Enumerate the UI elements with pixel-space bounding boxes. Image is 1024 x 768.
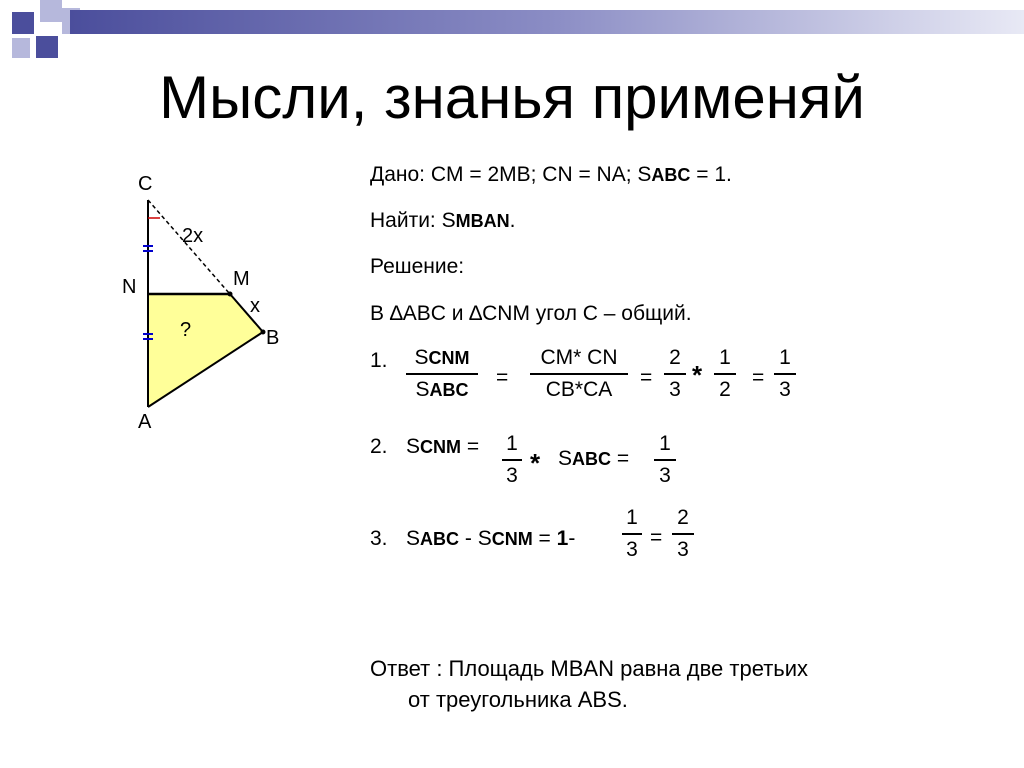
step2-eq2: = bbox=[611, 447, 630, 470]
step3-f2 bbox=[672, 504, 694, 564]
step2-f1 bbox=[502, 430, 522, 490]
step3-eq2: = bbox=[650, 526, 663, 549]
answer-block bbox=[370, 653, 808, 715]
step2-s-sub: CNM bbox=[420, 437, 462, 457]
step2-mid bbox=[558, 446, 629, 472]
step2-star: * bbox=[530, 448, 541, 478]
step3-f2-den: 3 bbox=[677, 538, 689, 561]
decor-square bbox=[40, 0, 62, 22]
step1-ratio-areas bbox=[406, 344, 478, 404]
step2-f2-num: 1 bbox=[659, 432, 671, 455]
step1-f5 bbox=[774, 344, 796, 404]
step1-eq3: = bbox=[752, 366, 765, 389]
fraction-bar bbox=[672, 533, 694, 535]
fraction-bar bbox=[714, 373, 736, 375]
fraction-bar bbox=[502, 459, 522, 461]
triangle-diagram bbox=[100, 160, 360, 450]
given-line bbox=[370, 162, 732, 188]
step3-expr bbox=[406, 526, 575, 552]
step3-minus2: - bbox=[568, 527, 576, 550]
fraction-bar bbox=[774, 373, 796, 375]
label-c: C bbox=[138, 173, 153, 195]
step3-minus: - bbox=[459, 527, 478, 550]
label-question: ? bbox=[180, 319, 192, 341]
answer-line1: Ответ : Площадь MBAN равна две третьих bbox=[370, 656, 809, 681]
step1-f3-den: 3 bbox=[669, 378, 681, 401]
fraction-bar bbox=[654, 459, 676, 461]
label-x: x bbox=[250, 295, 260, 317]
step2-lhs bbox=[406, 434, 479, 460]
step2-s: S bbox=[406, 435, 421, 458]
step1-f4 bbox=[714, 344, 736, 404]
step1-f4-den: 2 bbox=[719, 378, 731, 401]
step1-s-den-sub: ABC bbox=[429, 380, 469, 400]
common-angle-line: В ∆ABC и ∆CNM угол C – общий. bbox=[370, 302, 692, 325]
step1-f3 bbox=[664, 344, 686, 404]
step1-ratio-sides bbox=[530, 344, 628, 404]
point-m bbox=[228, 292, 233, 297]
step2-f2-den: 3 bbox=[659, 464, 671, 487]
answer-line2: от треугольника ABS. bbox=[408, 687, 628, 712]
step3-b-sub: CNM bbox=[491, 529, 533, 549]
fraction-bar bbox=[530, 373, 628, 375]
solution-label: Решение: bbox=[370, 255, 465, 278]
step1-s-num-sub: CNM bbox=[428, 348, 470, 368]
step2-f1-num: 1 bbox=[506, 432, 518, 455]
label-n: N bbox=[122, 276, 137, 298]
step1-number: 1. bbox=[370, 349, 388, 372]
step2-number: 2. bbox=[370, 435, 388, 458]
step1-eq1: = bbox=[496, 366, 509, 389]
decor-square bbox=[36, 36, 58, 58]
slide-title: Мысли, знанья применяй bbox=[159, 64, 865, 131]
given-sub: ABC bbox=[651, 165, 691, 185]
label-a: A bbox=[138, 411, 152, 433]
step3-f1 bbox=[622, 504, 642, 564]
step3-f1-num: 1 bbox=[626, 506, 638, 529]
decor-square bbox=[12, 38, 30, 58]
label-b: B bbox=[266, 327, 280, 349]
step3-a-sub: ABC bbox=[420, 529, 460, 549]
step1-f5-den: 3 bbox=[779, 378, 791, 401]
find-suffix: . bbox=[509, 209, 516, 232]
step1-s-den: S bbox=[415, 378, 430, 401]
decor-bar-gradient bbox=[70, 10, 1024, 34]
step3-one: 1 bbox=[556, 527, 569, 550]
fraction-bar bbox=[664, 373, 686, 375]
step1-f3-num: 2 bbox=[669, 346, 681, 369]
label-m: M bbox=[233, 268, 250, 290]
step3-eq: = bbox=[532, 527, 557, 550]
step2-mid-sub: ABC bbox=[572, 449, 612, 469]
step3-b: S bbox=[477, 527, 492, 550]
step2-f2 bbox=[654, 430, 676, 490]
label-2x: 2x bbox=[182, 225, 204, 247]
step1-star: * bbox=[692, 360, 703, 390]
step1-f4-num: 1 bbox=[719, 346, 731, 369]
step3-number: 3. bbox=[370, 527, 388, 550]
fraction-bar bbox=[622, 533, 642, 535]
step3-f1-den: 3 bbox=[626, 538, 638, 561]
step2-mid-s: S bbox=[558, 447, 573, 470]
find-sub: MBAN bbox=[455, 211, 510, 231]
triangle-figure bbox=[100, 160, 360, 450]
decor-square bbox=[12, 12, 34, 34]
given-suffix: = 1. bbox=[690, 163, 732, 186]
step3-f2-num: 2 bbox=[677, 506, 689, 529]
decor-top-bar bbox=[70, 10, 1024, 34]
fraction-bar bbox=[406, 373, 478, 375]
step1-f5-num: 1 bbox=[779, 346, 791, 369]
step1-eq2: = bbox=[640, 366, 653, 389]
step1-f2-num: CM* CN bbox=[540, 346, 618, 369]
step2-eq: = bbox=[461, 435, 480, 458]
step2-f1-den: 3 bbox=[506, 464, 518, 487]
step3-a: S bbox=[406, 527, 421, 550]
find-prefix: Найти: S bbox=[370, 209, 456, 232]
point-b bbox=[261, 330, 266, 335]
given-prefix: Дано: CM = 2MB; CN = NA; S bbox=[370, 163, 652, 186]
find-line bbox=[370, 208, 515, 234]
step1-f2-den: CB*CA bbox=[545, 378, 613, 401]
step1-s-num: S bbox=[414, 346, 429, 369]
